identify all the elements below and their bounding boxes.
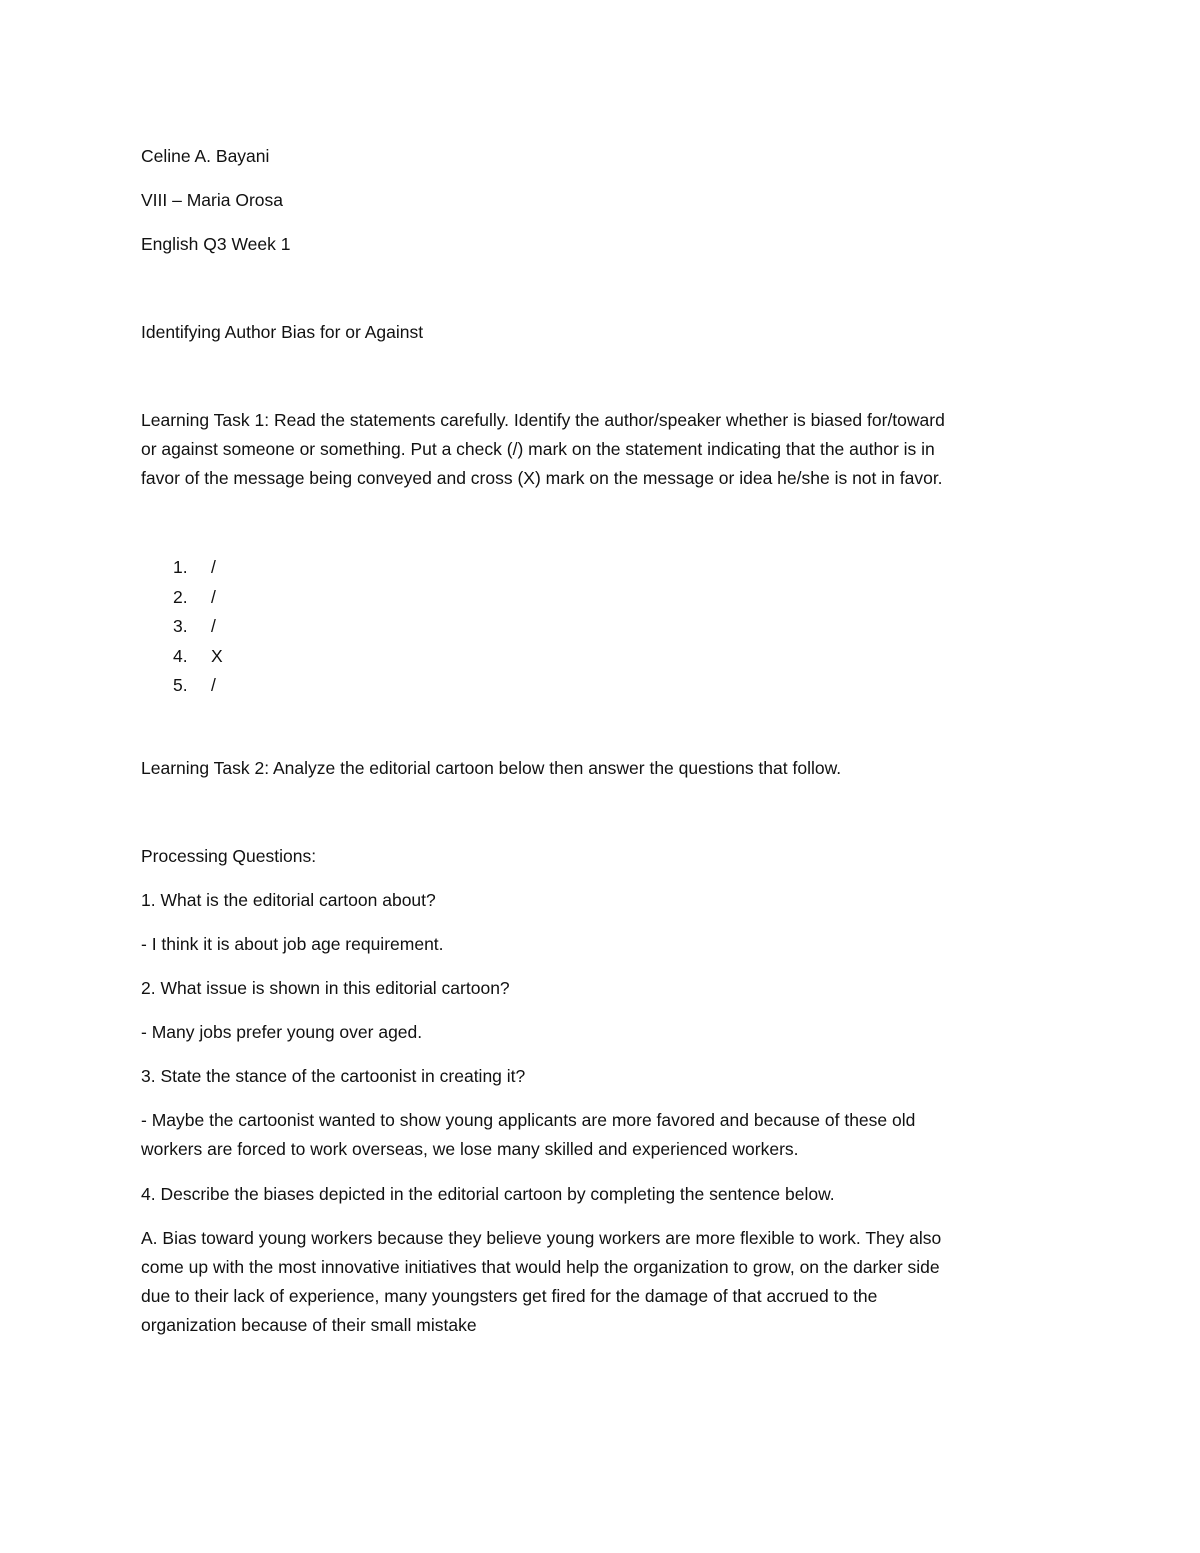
answer-number: 3. <box>173 616 188 636</box>
answer-4-line: due to their lack of experience, many youngsters get fired for the damage of that accrued to the <box>141 1286 878 1306</box>
answer-mark: X <box>211 645 223 666</box>
task1-line: Learning Task 1: Read the statements carefully. Identify the author/speaker whether is biased for/toward <box>141 410 945 430</box>
question-4: 4. Describe the biases depicted in the editorial cartoon by completing the sentence below. <box>141 1184 835 1204</box>
answer-mark: / <box>211 616 216 636</box>
answer-1: - I think it is about job age requirement. <box>141 934 444 954</box>
question-3: 3. State the stance of the cartoonist in creating it? <box>141 1066 526 1086</box>
topic-title: Identifying Author Bias for or Against <box>141 322 424 342</box>
answer-3-line: workers are forced to work overseas, we lose many skilled and experienced workers. <box>141 1139 799 1159</box>
answer-4-line: A. Bias toward young workers because they believe young workers are more flexible to work. They also <box>141 1228 942 1248</box>
answer-number: 1. <box>173 557 188 577</box>
answer-4 <box>141 1224 1071 1340</box>
answer-2: - Many jobs prefer young over aged. <box>141 1022 423 1042</box>
answer-mark: / <box>211 586 216 607</box>
student-name: Celine A. Bayani <box>141 146 270 166</box>
task1-line: favor of the message being conveyed and cross (X) mark on the message or idea he/she is not in favor. <box>141 468 943 488</box>
answer-mark: / <box>211 557 216 577</box>
question-2: 2. What issue is shown in this editorial cartoon? <box>141 978 510 998</box>
task2-instruction: Learning Task 2: Analyze the editorial cartoon below then answer the questions that follow. <box>141 758 842 778</box>
answer-3 <box>141 1106 1071 1164</box>
task1-instruction <box>141 406 1071 493</box>
answer-number: 5. <box>173 675 188 695</box>
processing-heading: Processing Questions: <box>141 846 317 866</box>
class-section: VIII – Maria Orosa <box>141 190 283 210</box>
answer-3-line: - Maybe the cartoonist wanted to show young applicants are more favored and because of these old <box>141 1110 916 1130</box>
answer-number: 4. <box>173 645 188 666</box>
answer-4-line: come up with the most innovative initiatives that would help the organization to grow, on the darker side <box>141 1257 940 1277</box>
answer-number: 2. <box>173 586 188 607</box>
answer-4-line: organization because of their small mistake <box>141 1315 477 1335</box>
subject-week: English Q3 Week 1 <box>141 234 291 254</box>
question-1: 1. What is the editorial cartoon about? <box>141 890 436 910</box>
task1-line: or against someone or something. Put a check (/) mark on the statement indicating that the author is in <box>141 439 935 459</box>
answer-mark: / <box>211 675 216 695</box>
